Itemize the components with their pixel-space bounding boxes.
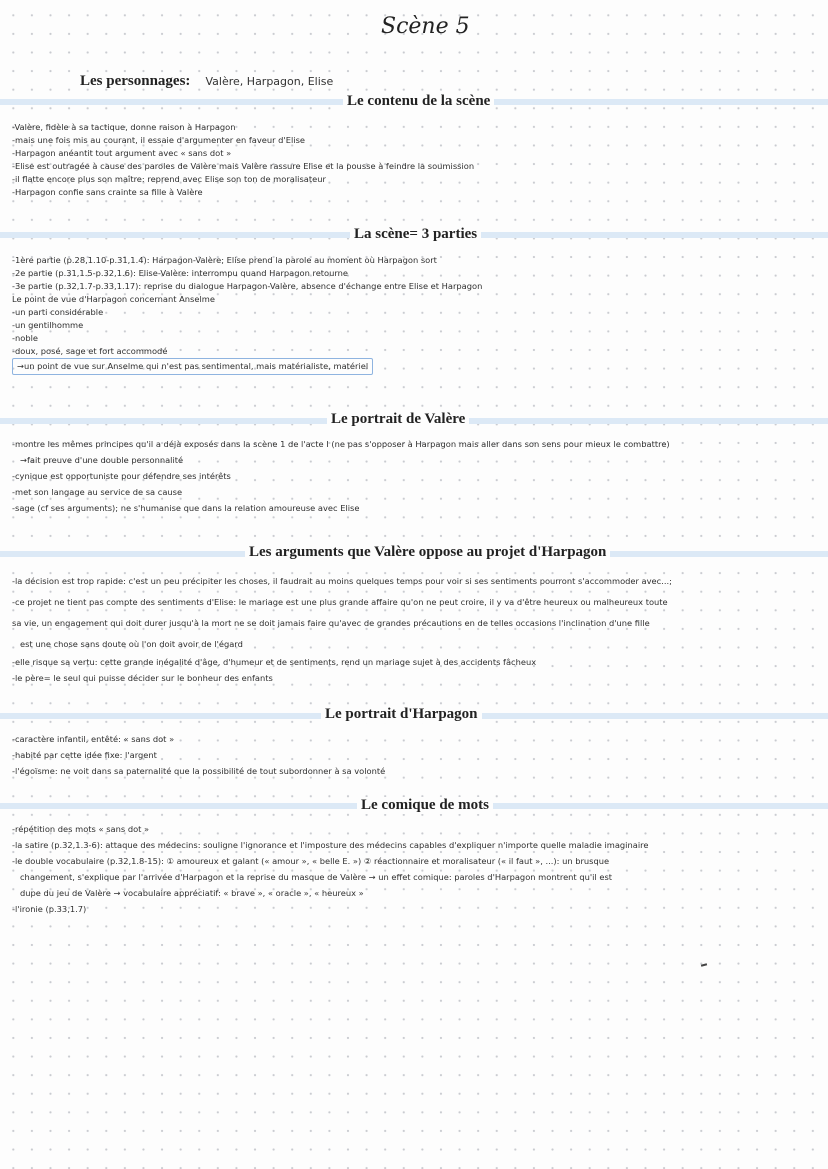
section-portrait-harpagon: [12, 731, 812, 779]
list-item: -le père= le seul qui puisse décider sur le bonheur des enfants: [12, 673, 273, 683]
section-heading-comique: Le comique de mots: [357, 797, 493, 814]
list-item: -Valère, fidèle à sa tactique, donne raison à Harpagon: [12, 122, 236, 132]
list-item: -un gentilhomme: [12, 320, 84, 330]
list-item: -la satire (p.32,1.3-6): attaque des médecins: souligne l'ignorance et l'imposture des médecins capables d'expliquer n'importe quelle maladie imaginaire: [12, 840, 649, 850]
highlighted-conclusion: →un point de vue sur Anselme qui n'est pas sentimental, mais matérialiste, matériel: [12, 358, 373, 375]
section-heading-portrait-harpagon: Le portrait d'Harpagon: [321, 706, 482, 723]
section-heading-parties: La scène= 3 parties: [350, 226, 481, 243]
section-parties: [12, 254, 812, 374]
section-comique: [12, 821, 812, 917]
section-heading-arguments: Les arguments que Valère oppose au projet d'Harpagon: [245, 544, 610, 561]
list-item: -caractère infantil, entêté: « sans dot »: [12, 734, 175, 744]
characters-label: Les personnages:: [80, 73, 191, 89]
list-item: dupe du jeu de Valère → vocabulaire appréciatif: « brave », « oracle », « heureux »: [20, 888, 364, 898]
list-item: -la décision est trop rapide: c'est un peu précipiter les choses, il faudrait au moins quelques temps pour voir si ses sentiments pourront s'accommoder avec...;: [12, 576, 672, 586]
list-item: -3e partie (p.32,1.7-p.33,1.17): reprise du dialogue Harpagon-Valère, absence d'échange entre Elise et Harpagon: [12, 281, 483, 291]
list-item: →fait preuve d'une double personnalité: [20, 455, 184, 465]
section-arguments: [12, 571, 812, 686]
list-item: -montre les mêmes principes qu'il a déjà exposés dans la scène 1 de l'acte I (ne pas s'opposer à Harpagon mais aller dans son sens pour mieux le combattre): [12, 439, 670, 449]
list-item: -habité par cette idée fixe: l'argent: [12, 750, 157, 760]
section-heading-portrait-valere: Le portrait de Valère: [327, 411, 469, 428]
list-item: -2e partie (p.31,1.5-p.32,1.6): Elise-Valère: interrompu quand Harpagon retourne: [12, 268, 349, 278]
list-item: -noble: [12, 333, 39, 343]
list-item: -elle risque sa vertu: cette grande inégalité d'âge, d'humeur et de sentiments, rend un mariage sujet à des accidents fâcheux: [12, 657, 537, 667]
list-item: -ce projet ne tient pas compte des sentiments d'Elise: le mariage est une plus grande affaire qu'on ne peut croire, il y va d'être heureux ou malheureux toute: [12, 597, 668, 607]
list-item: changement, s'explique par l'arrivée d'Harpagon et la reprise du masque de Valère → un effet comique: paroles d'Harpagon montrent qu'il est: [20, 872, 613, 882]
list-item: -mais une fois mis au courant, il essaie d'argumenter en faveur d'Elise: [12, 135, 306, 145]
section-contenu: [12, 121, 812, 199]
list-item: -doux, posé, sage et fort accommodé: [12, 346, 168, 356]
list-item: -l'égoïsme: ne voit dans sa paternalité que la possibilité de tout subordonner à sa volonté: [12, 766, 386, 776]
list-item: -Elise est outragée à cause des paroles de Valère mais Valère rassure Elise et la pousse à feindre la soumission: [12, 161, 475, 171]
section-portrait-valere: [12, 436, 812, 516]
list-item: -sage (cf ses arguments); ne s'humanise que dans la relation amoureuse avec Elise: [12, 503, 360, 513]
list-item: -un parti considérable: [12, 307, 104, 317]
list-item: -Harpagon confie sans crainte sa fille à Valère: [12, 187, 203, 197]
list-item: -répétition des mots « sans dot »: [12, 824, 150, 834]
list-item: -l'ironie (p.33,1.7): [12, 904, 87, 914]
characters-line: [80, 70, 333, 90]
page-title: Scène 5: [381, 14, 470, 39]
list-item: -cynique est opportuniste pour défendre ses intérêts: [12, 471, 231, 481]
pen-stroke: [701, 963, 707, 966]
list-item: Le point de vue d'Harpagon concernant Anselme: [12, 294, 215, 304]
characters-value: Valère, Harpagon, Elise: [205, 75, 334, 88]
list-item: -le double vocabulaire (p.32,1.8-15): ① amoureux et galant (« amour », « belle E. ») ② réactionnaire et moralisateur (« il faut », ...): un brusque: [12, 856, 610, 866]
list-item: [12, 358, 812, 374]
list-item: -il flatte encore plus son maître: reprend avec Elise son ton de moralisateur: [12, 174, 326, 184]
list-item: -met son langage au service de sa cause: [12, 487, 183, 497]
section-heading-contenu: Le contenu de la scène: [343, 93, 494, 110]
list-item: -1ère partie (p.28,1.10-p.31,1.4): Harpagon-Valère; Elise prend la parole au moment où Harpagon sort: [12, 255, 437, 265]
list-item: sa vie, un engagement qui doit durer jusqu'à la mort ne se doit jamais faire qu'avec de grandes précautions en de telles occasions l'inclination d'une fille: [12, 618, 650, 628]
list-item: est une chose sans doute où l'on doit avoir de l'égard: [20, 639, 243, 649]
list-item: -Harpagon anéantit tout argument avec « sans dot »: [12, 148, 232, 158]
